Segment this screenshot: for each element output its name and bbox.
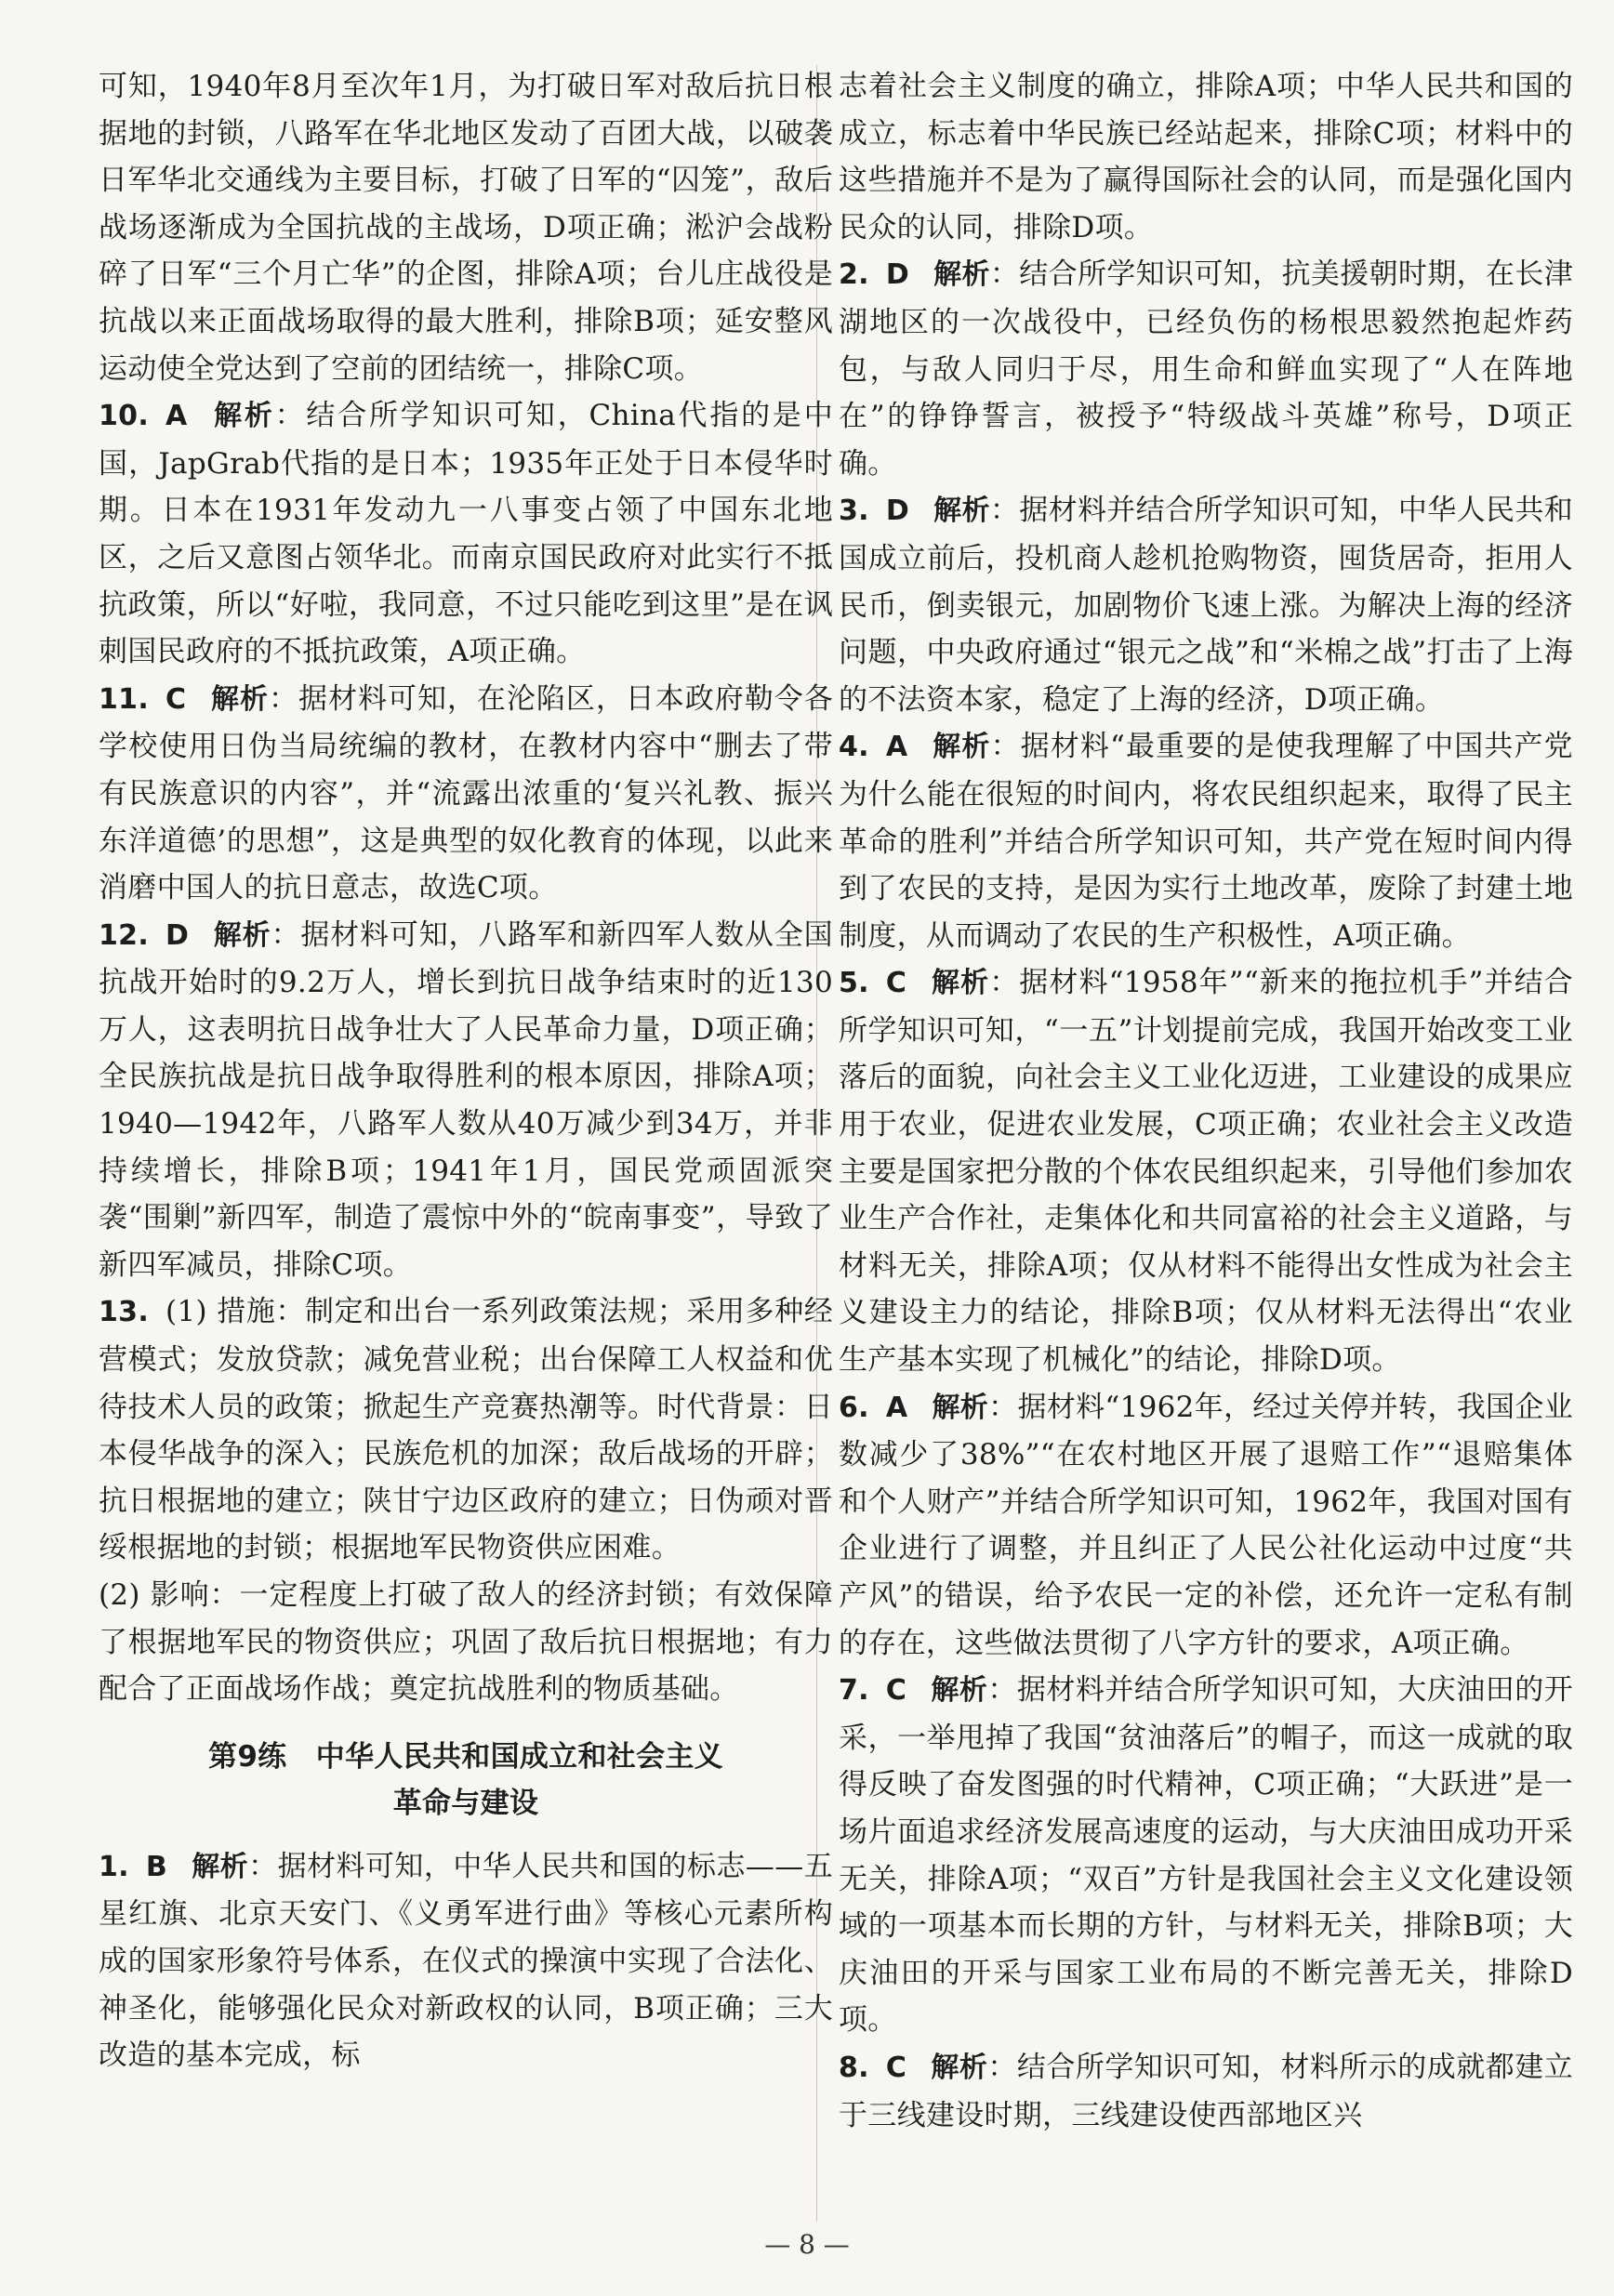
answer-choice: A bbox=[885, 1391, 908, 1424]
answer-choice: D bbox=[165, 918, 190, 952]
answer-choice: A bbox=[885, 731, 908, 764]
analysis-text: ：据材料可知，中华人民共和国的标志——五星红旗、北京天安门、《义勇军进行曲》等核心元素所构成的国家形象符号体系，在仪式的操演中实现了合法化、神圣化，能够强化民众对新政权的认同，B项正确；三大改造的基本完成，标 bbox=[99, 1849, 833, 2073]
right-column bbox=[839, 63, 1573, 2139]
q13-part1-text: (1) 措施：制定和出台一系列政策法规；采用多种经营模式；发放贷款；减免营业税；出台保障工人权益和优待技术人员的政策；掀起生产竞赛热潮等。时代背景：日本侵华战争的深入；民族危机的加深；敌后战场的开辟；抗日根据地的建立；陕甘宁边区政府的建立；日伪顽对晋绥根据地的封锁；根据地军民物资供应困难。 bbox=[99, 1295, 833, 1565]
answer-choice: D bbox=[885, 258, 910, 292]
answer-q10 bbox=[99, 392, 833, 676]
question-number: 6. bbox=[839, 1391, 869, 1424]
question-number: 13. bbox=[99, 1296, 150, 1329]
answer-q11 bbox=[99, 676, 833, 912]
analysis-label: 解析 bbox=[933, 495, 990, 528]
analysis-label: 解析 bbox=[931, 967, 990, 1000]
analysis-text: ：据材料“最重要的是使我理解了中国共产党为什么能在很短的时间内，将农民组织起来，取得了民主革命的胜利”并结合所学知识可知，共产党在短时间内得到了农民的支持，是因为实行土地改革，废除了封建土地制度，从而调动了农民的生产积极性，A项正确。 bbox=[839, 730, 1573, 953]
answer-s9-q8 bbox=[839, 2044, 1573, 2139]
analysis-label: 解析 bbox=[931, 1674, 988, 1708]
analysis-text: ：结合所学知识可知，抗美援朝时期，在长津湖地区的一次战役中，已经负伤的杨根思毅然抱起炸药包，与敌人同归于尽，用生命和鲜血实现了“人在阵地在”的铮铮誓言，被授予“特级战斗英雄”称号，D项正确。 bbox=[839, 257, 1573, 481]
analysis-label: 解析 bbox=[210, 682, 270, 716]
q1-continuation: 志着社会主义制度的确立，排除A项；中华人民共和国的成立，标志着中华民族已经站起来，排除C项；材料中的这些措施并不是为了赢得国际社会的认同，而是强化国内民众的认同，排除D项。 bbox=[839, 70, 1573, 244]
question-number: 8. bbox=[839, 2051, 869, 2084]
answer-s9-q5 bbox=[839, 959, 1573, 1383]
answer-q12 bbox=[99, 912, 833, 1289]
question-number: 2. bbox=[839, 258, 869, 292]
analysis-text: ：结合所学知识可知，China代指的是中国，JapGrab代指的是日本；1935年正处于日本侵华时期。日本在1931年发动九一八事变占领了中国东北地区，之后又意图占领华北。而南京国民政府对此实行不抵抗政策，所以“好啦，我同意，不过只能吃到这里”是在讽刺国民政府的不抵抗政策，A项正确。 bbox=[99, 399, 833, 669]
question-number: 12. bbox=[99, 918, 150, 952]
analysis-label: 解析 bbox=[192, 1850, 249, 1883]
analysis-text: ：据材料可知，八路军和新四军人数从全国抗战开始时的9.2万人，增长到抗日战争结束时的近130万人，这表明抗日战争壮大了人民革命力量，D项正确；全民族抗战是抗日战争取得胜利的根本原因，排除A项；1940—1942年，八路军人数从40万减少到34万，并非持续增长，排除B项；1941年1月，国民党顽固派突袭“围剿”新四军，制造了震惊中外的“皖南事变”，导致了新四军减员，排除C项。 bbox=[99, 917, 833, 1282]
analysis-label: 解析 bbox=[932, 1391, 989, 1424]
question-number: 11. bbox=[99, 682, 150, 716]
q9-continuation: 可知，1940年8月至次年1月，为打破日军对敌后抗日根据地的封锁，八路军在华北地区发动了百团大战，以破袭日军华北交通线为主要目标，打破了日军的“囚笼”，敌后战场逐渐成为全国抗战的主战场，D项正确；淞沪会战粉碎了日军“三个月亡华”的企图，排除A项；台儿庄战役是抗战以来正面战场取得的最大胜利，排除B项；延安整风运动使全党达到了空前的团结统一，排除C项。 bbox=[99, 70, 833, 386]
answer-q13-part1 bbox=[99, 1288, 833, 1572]
question-number: 1. bbox=[99, 1850, 129, 1883]
section-title bbox=[99, 1734, 833, 1827]
answer-choice: C bbox=[885, 967, 907, 1000]
answer-s9-q6 bbox=[839, 1384, 1573, 1668]
analysis-label: 解析 bbox=[213, 918, 271, 952]
analysis-text: ：据材料“1962年，经过关停并转，我国企业数减少了38%”“在农村地区开展了退赔工作”“退赔集体和个人财产”并结合所学知识可知，1962年，我国对国有企业进行了调整，并且纠正了人民公社化运动中过度“共产风”的错误，给予农民一定的补偿，还允许一定私有制的存在，这些做法贯彻了八字方针的要求，A项正确。 bbox=[839, 1390, 1573, 1660]
answer-s9-q1 bbox=[99, 1843, 833, 2079]
analysis-text: ：据材料并结合所学知识可知，大庆油田的开采，一举甩掉了我国“贫油落后”的帽子，而这一成就的取得反映了奋发图强的时代精神，C项正确；“大跃进”是一场片面追求经济发展高速度的运动，与大庆油田成功开采无关，排除A项；“双百”方针是我国社会主义文化建设领域的一项基本而长期的方针，与材料无关，排除B项；大庆油田的开采与国家工业布局的不断完善无关，排除D项。 bbox=[839, 1673, 1573, 2038]
question-number: 4. bbox=[839, 731, 869, 764]
answer-choice: C bbox=[885, 2051, 907, 2084]
page-number: — 8 — bbox=[764, 2229, 850, 2260]
answer-s9-q2 bbox=[839, 251, 1573, 487]
answer-q13-part2: (2) 影响：一定程度上打破了敌人的经济封锁；有效保障了根据地军民的物资供应；巩固了敌后抗日根据地；有力配合了正面战场作战；奠定抗战胜利的物质基础。 bbox=[99, 1578, 833, 1707]
analysis-text: ：结合所学知识可知，材料所示的成就都建立于三线建设时期，三线建设使西部地区兴 bbox=[839, 2050, 1573, 2132]
section-title-line2: 革命与建设 bbox=[392, 1786, 539, 1820]
question-number: 10. bbox=[99, 400, 150, 433]
answer-choice: C bbox=[165, 682, 187, 716]
analysis-text: ：据材料并结合所学知识可知，中华人民共和国成立前后，投机商人趁机抢购物资，囤货居奇，拒用人民币，倒卖银元，加剧物价飞速上涨。为解决上海的经济问题，中央政府通过“银元之战”和“米棉之战”打击了上海的不法资本家，稳定了上海的经济，D项正确。 bbox=[839, 494, 1573, 717]
answer-s9-q4 bbox=[839, 723, 1573, 959]
section-title-line1: 第9练 中华人民共和国成立和社会主义 bbox=[208, 1739, 723, 1774]
question-number: 3. bbox=[839, 495, 869, 528]
question-number: 7. bbox=[839, 1674, 869, 1708]
analysis-label: 解析 bbox=[211, 400, 275, 433]
answer-choice: C bbox=[885, 1674, 907, 1708]
answer-choice: B bbox=[145, 1850, 168, 1883]
analysis-label: 解析 bbox=[932, 731, 991, 764]
answer-choice: A bbox=[165, 400, 188, 433]
answer-s9-q3 bbox=[839, 487, 1573, 723]
question-number: 5. bbox=[839, 967, 869, 1000]
analysis-label: 解析 bbox=[933, 258, 990, 292]
analysis-label: 解析 bbox=[931, 2051, 988, 2084]
answer-choice: D bbox=[885, 495, 910, 528]
analysis-text: ：据材料可知，在沦陷区，日本政府勒令各学校使用日伪当局统编的教材，在教材内容中“删去了带有民族意识的内容”，并“流露出浓重的‘复兴礼教、振兴东洋道德’的思想”，这是典型的奴化教育的体现，以此来消磨中国人的抗日意志，故选C项。 bbox=[99, 681, 833, 905]
left-column bbox=[99, 63, 833, 2079]
answer-s9-q7 bbox=[839, 1667, 1573, 2044]
analysis-text: ：据材料“1958年”“新来的拖拉机手”并结合所学知识可知，“一五”计划提前完成，我国开始改变工业落后的面貌，向社会主义工业化迈进，工业建设的成果应用于农业，促进农业发展，C项正确；农业社会主义改造主要是国家把分散的个体农民组织起来，引导他们参加农业生产合作社，走集体化和共同富裕的社会主义道路，与材料无关，排除A项；仅从材料不能得出女性成为社会主义建设主力的结论，排除B项；仅从材料无法得出“农业生产基本实现了机械化”的结论，排除D项。 bbox=[839, 966, 1573, 1378]
